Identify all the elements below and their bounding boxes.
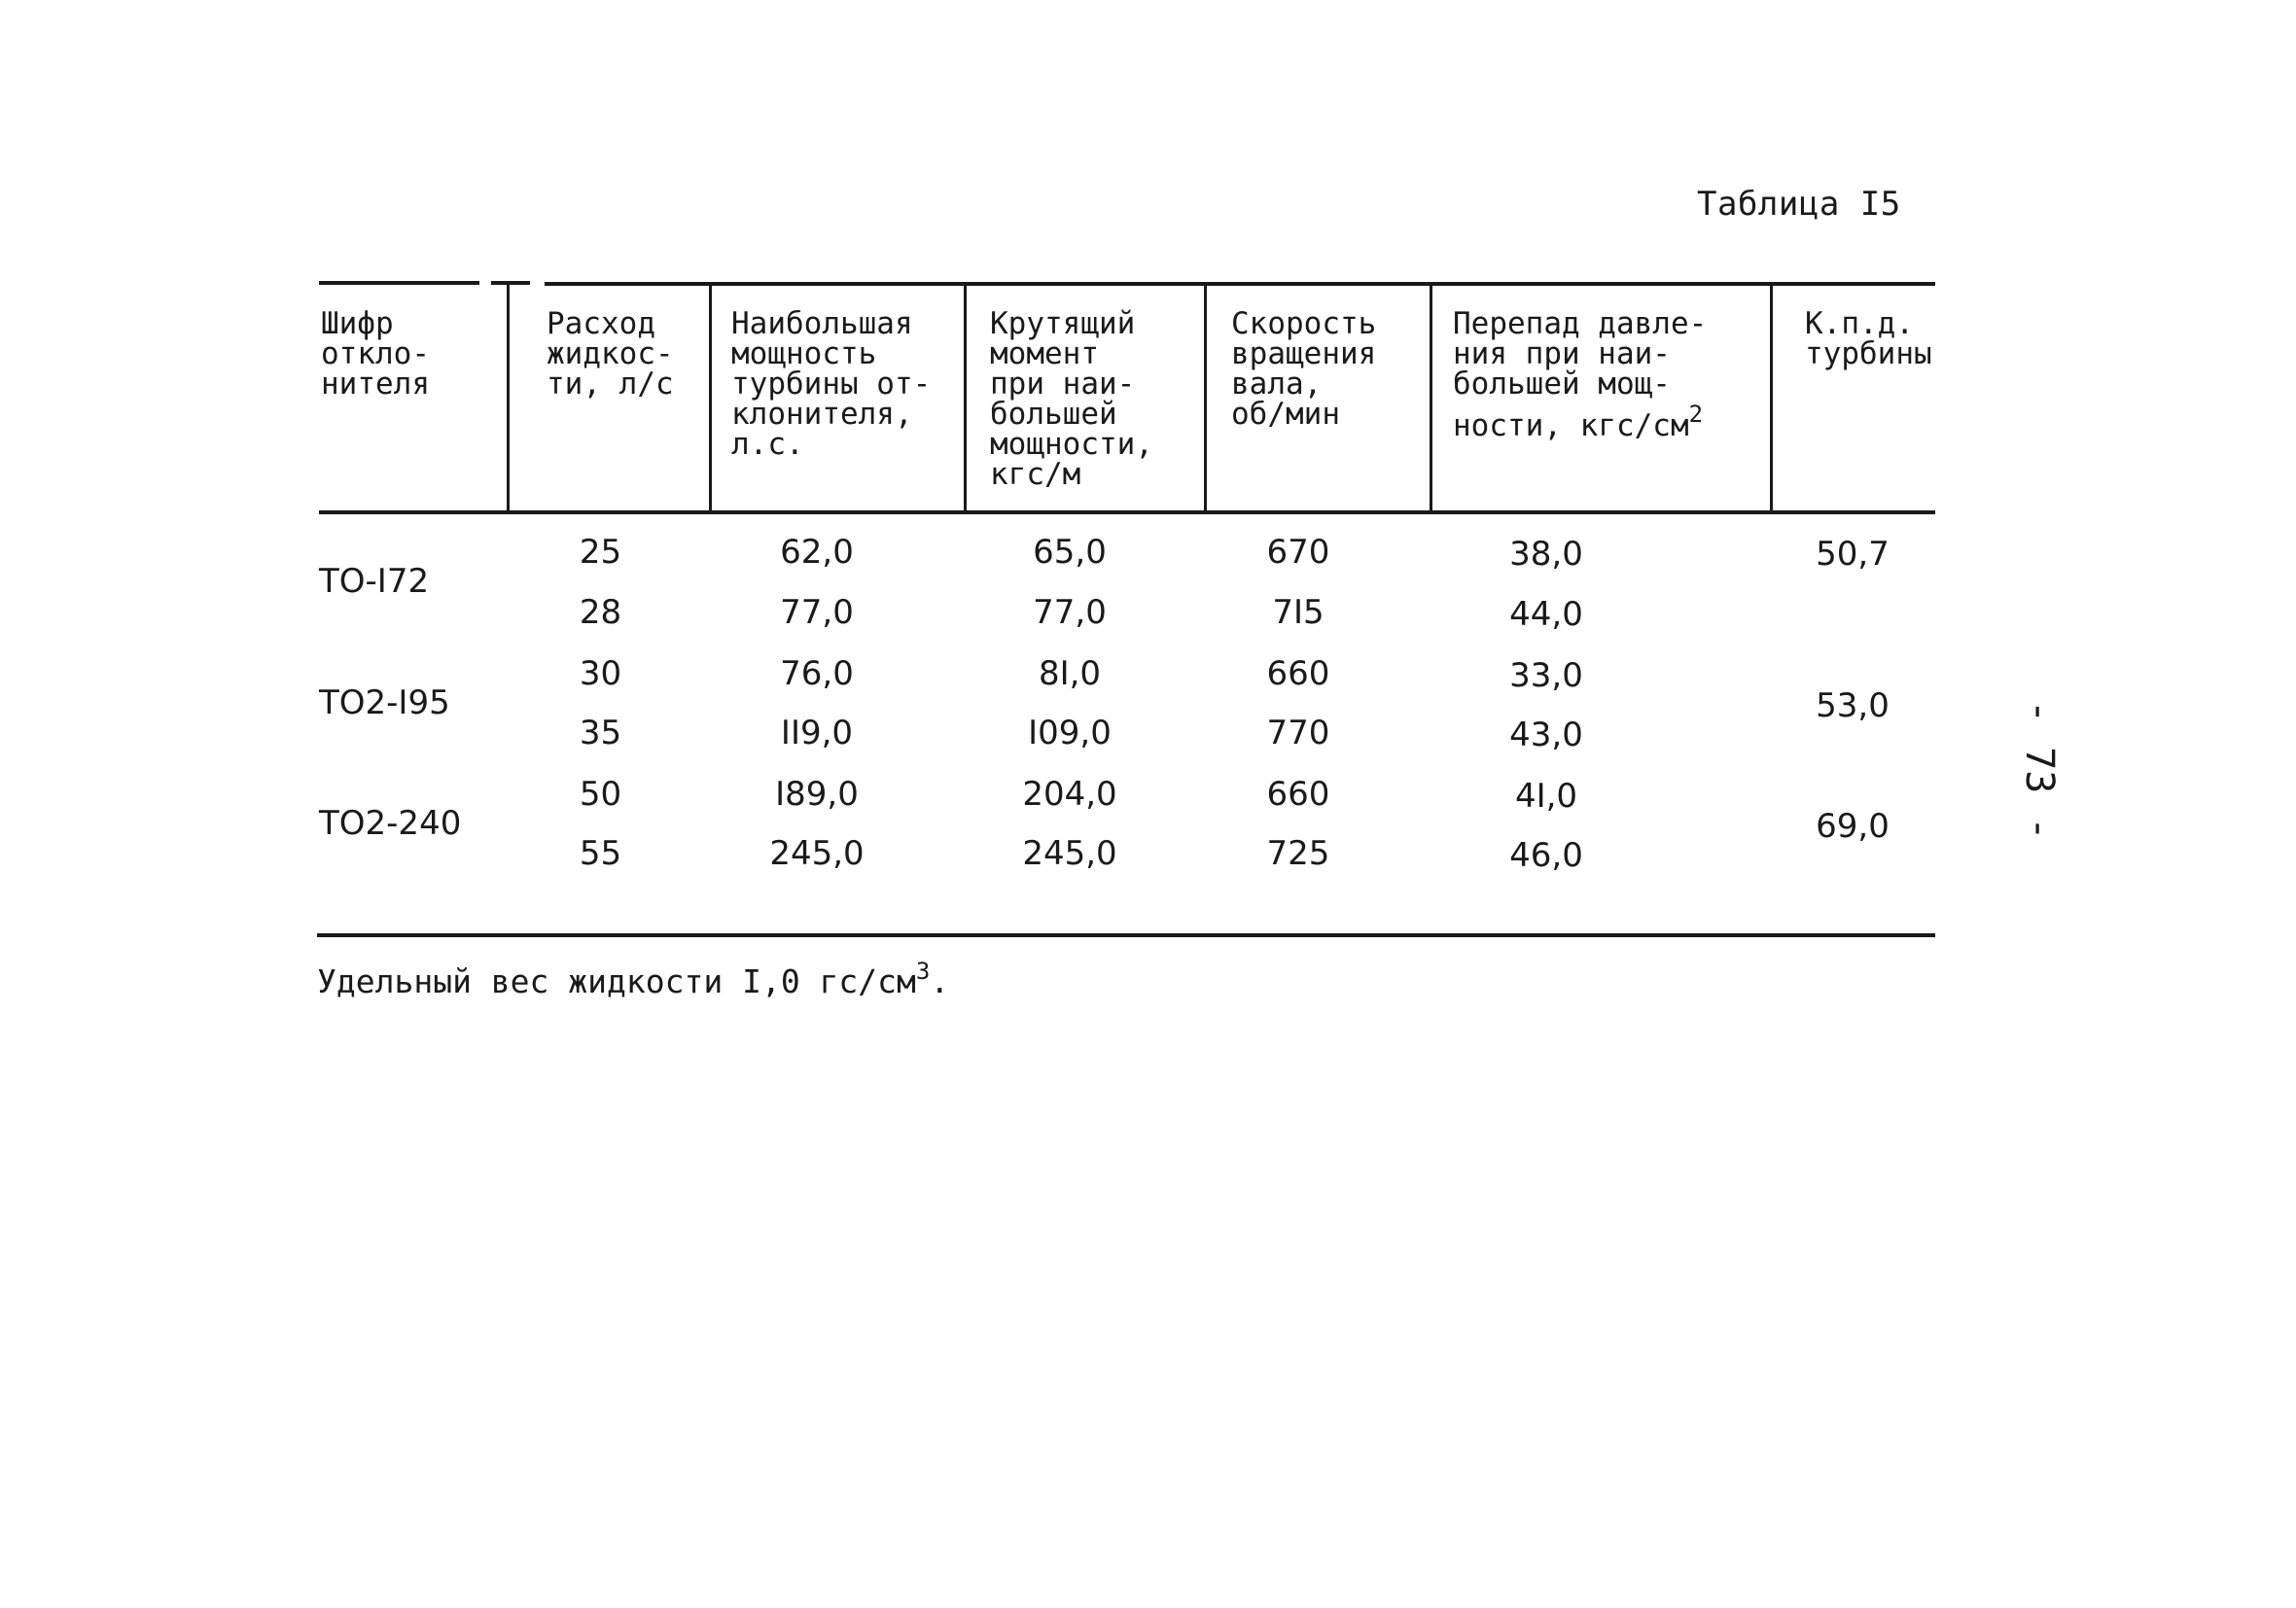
header-code: Шифр откло- нителя bbox=[321, 306, 430, 402]
table-top-rule-gap bbox=[491, 281, 530, 285]
table-top-rule bbox=[545, 282, 1935, 286]
speed-cell: 660 bbox=[1266, 775, 1330, 814]
speed-cell: 770 bbox=[1266, 714, 1330, 752]
flow-cell: 25 bbox=[579, 533, 622, 572]
power-cell: II9,0 bbox=[780, 714, 854, 752]
header-flow: Расход жидкос- ти, л/с bbox=[547, 306, 674, 402]
power-cell: 77,0 bbox=[780, 593, 854, 632]
power-cell: 62,0 bbox=[780, 533, 854, 572]
speed-cell: 7I5 bbox=[1272, 593, 1325, 632]
header-pressure bbox=[1453, 306, 1708, 443]
header-pressure-sup: 2 bbox=[1688, 401, 1704, 428]
pressure-cell: 44,0 bbox=[1509, 595, 1583, 634]
speed-cell: 670 bbox=[1266, 533, 1330, 572]
torque-cell: 245,0 bbox=[1022, 834, 1117, 873]
page-number: - 73 - bbox=[2017, 700, 2062, 841]
torque-cell: 204,0 bbox=[1022, 775, 1117, 814]
pressure-cell: 38,0 bbox=[1509, 535, 1583, 574]
efficiency-cell: 69,0 bbox=[1816, 807, 1890, 846]
flow-cell: 28 bbox=[579, 593, 622, 632]
column-divider bbox=[709, 284, 712, 513]
turbine-code: ТО2-240 bbox=[319, 804, 462, 843]
header-power: Наибольшая мощность турбины от- клонителя, л.с. bbox=[731, 306, 932, 462]
pressure-cell: 4I,0 bbox=[1514, 777, 1578, 816]
table-footnote bbox=[317, 958, 949, 1000]
pressure-cell: 43,0 bbox=[1509, 716, 1583, 754]
column-divider bbox=[1770, 284, 1773, 513]
torque-cell: I09,0 bbox=[1028, 714, 1112, 752]
table-top-rule-left bbox=[319, 281, 479, 285]
flow-cell: 50 bbox=[579, 775, 622, 814]
torque-cell: 65,0 bbox=[1033, 533, 1107, 572]
column-divider bbox=[1204, 284, 1207, 513]
header-speed: Скорость вращения вала, об/мин bbox=[1231, 306, 1377, 432]
header-pressure-text: Перепад давле- ния при наи- большей мощ- ности, кгс/см bbox=[1453, 306, 1708, 443]
table-header-rule bbox=[319, 510, 1935, 514]
turbine-code: ТО2-I95 bbox=[319, 683, 450, 722]
footnote-text: Удельный вес жидкости I,0 гс/см bbox=[317, 962, 916, 1000]
footnote-sup: 3 bbox=[915, 958, 931, 985]
pressure-cell: 46,0 bbox=[1509, 836, 1583, 875]
table-caption: Таблица I5 bbox=[1697, 185, 1901, 224]
table-bottom-rule bbox=[317, 933, 1935, 937]
torque-cell: 8I,0 bbox=[1038, 654, 1102, 693]
column-divider bbox=[964, 284, 967, 513]
flow-cell: 55 bbox=[579, 834, 622, 873]
flow-cell: 35 bbox=[579, 714, 622, 752]
column-divider bbox=[1430, 284, 1432, 513]
efficiency-cell: 53,0 bbox=[1816, 686, 1890, 725]
pressure-cell: 33,0 bbox=[1509, 656, 1583, 695]
torque-cell: 77,0 bbox=[1033, 593, 1107, 632]
header-torque: Крутящий момент при наи- большей мощности, кгс/м bbox=[990, 306, 1153, 492]
flow-cell: 30 bbox=[579, 654, 622, 693]
power-cell: I89,0 bbox=[775, 775, 859, 814]
speed-cell: 725 bbox=[1266, 834, 1330, 873]
header-efficiency: К.п.д. турбины bbox=[1805, 306, 1932, 371]
efficiency-cell: 50,7 bbox=[1816, 535, 1890, 574]
power-cell: 245,0 bbox=[769, 834, 865, 873]
turbine-code: ТО-I72 bbox=[319, 562, 430, 601]
speed-cell: 660 bbox=[1266, 654, 1330, 693]
power-cell: 76,0 bbox=[780, 654, 854, 693]
footnote-end: . bbox=[930, 962, 950, 1000]
column-divider bbox=[507, 284, 510, 513]
